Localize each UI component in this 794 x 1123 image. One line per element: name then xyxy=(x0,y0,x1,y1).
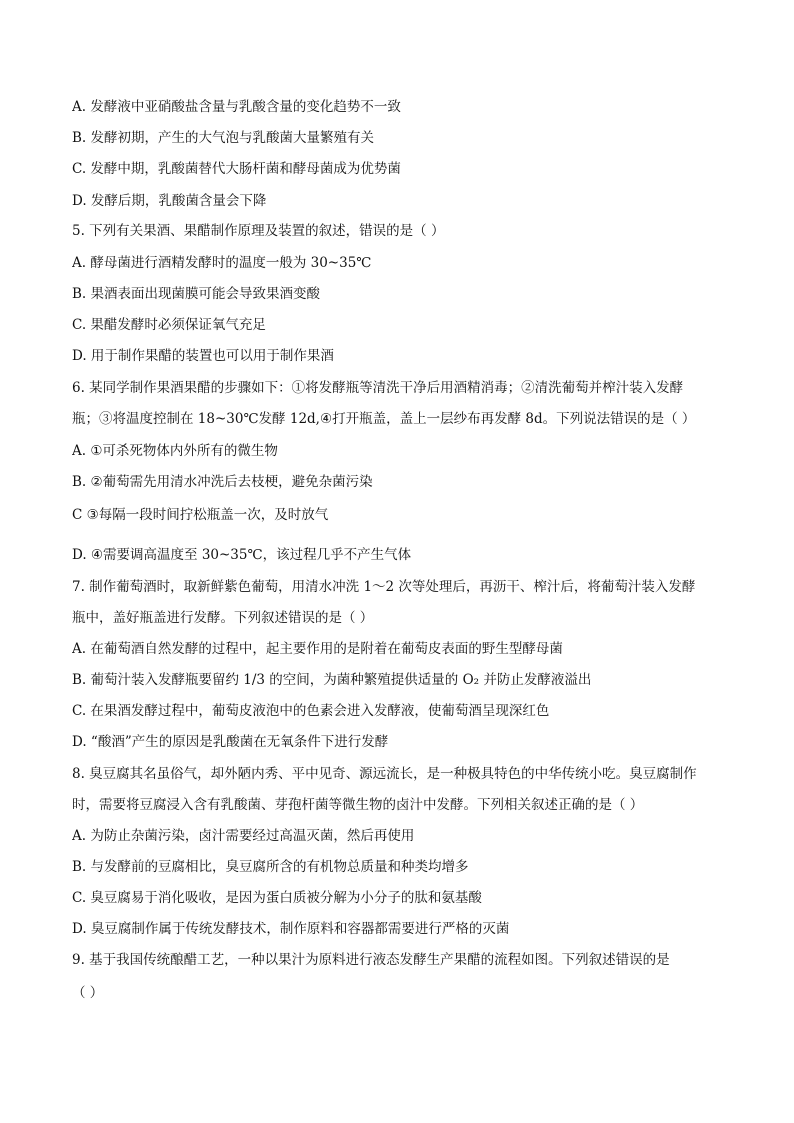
q5-option-c: C. 果醋发酵时必须保证氧气充足 xyxy=(72,317,266,333)
q5-option-d: D. 用于制作果醋的装置也可以用于制作果酒 xyxy=(72,348,334,364)
q6-stem-line-2: 瓶；③将温度控制在 18~30℃发酵 12d,④打开瓶盖，盖上一层纱布再发酵 8d。下列说法错误的是（ ） xyxy=(72,411,696,427)
q4-option-a: A. 发酵液中亚硝酸盐含量与乳酸含量的变化趋势不一致 xyxy=(72,99,401,115)
q6-option-a: A. ①可杀死物体内外所有的微生物 xyxy=(72,443,278,459)
q7-option-d: D. “酸酒”产生的原因是乳酸菌在无氧条件下进行发酵 xyxy=(72,734,389,750)
q7-option-a: A. 在葡萄酒自然发酵的过程中，起主要作用的是附着在葡萄皮表面的野生型酵母菌 xyxy=(72,641,563,657)
q8-option-c: C. 臭豆腐易于消化吸收，是因为蛋白质被分解为小分子的肽和氨基酸 xyxy=(72,890,482,906)
q9-stem-line-1: 9. 基于我国传统酿醋工艺，一种以果汁为原料进行液态发酵生产果醋的流程如图。下列叙述错误的是 xyxy=(72,952,670,968)
q6-option-b: B. ②葡萄需先用清水冲洗后去枝梗，避免杂菌污染 xyxy=(72,474,373,490)
q8-option-a: A. 为防止杂菌污染，卤汁需要经过高温灭菌，然后再使用 xyxy=(72,828,415,844)
q7-option-c: C. 在果酒发酵过程中，葡萄皮液泡中的色素会进入发酵液，使葡萄酒呈现深红色 xyxy=(72,703,550,719)
q7-stem-line-2: 瓶中，盖好瓶盖进行发酵。下列叙述错误的是（ ） xyxy=(72,610,374,626)
q9-stem-line-2: （ ） xyxy=(72,985,104,1001)
q8-option-b: B. 与发酵前的豆腐相比，臭豆腐所含的有机物总质量和种类均增多 xyxy=(72,859,469,875)
q8-stem-line-2: 时，需要将豆腐浸入含有乳酸菌、芽孢杆菌等微生物的卤汁中发酵。下列相关叙述正确的是（ ） xyxy=(72,797,644,813)
q5-option-b: B. 果酒表面出现菌膜可能会导致果酒变酸 xyxy=(72,286,321,302)
q7-stem-line-1: 7. 制作葡萄酒时，取新鲜紫色葡萄，用清水冲洗 1～2 次等处理后，再沥干、榨汁后，将葡萄汁装入发酵 xyxy=(72,579,696,595)
q5-stem: 5. 下列有关果酒、果醋制作原理及装置的叙述，错误的是（ ） xyxy=(72,223,445,239)
q4-option-c: C. 发酵中期，乳酸菌替代大肠杆菌和酵母菌成为优势菌 xyxy=(72,161,401,177)
q8-option-d: D. 臭豆腐制作属于传统发酵技术，制作原料和容器都需要进行严格的灭菌 xyxy=(72,921,510,937)
q8-stem-line-1: 8. 臭豆腐其名虽俗气，却外陋内秀、平中见奇、源远流长，是一种极具特色的中华传统小吃。臭豆腐制作 xyxy=(72,766,697,782)
q6-option-c: C ③每隔一段时间拧松瓶盖一次，及时放气 xyxy=(72,507,329,523)
q6-option-d: D. ④需要调高温度至 30~35℃，该过程几乎不产生气体 xyxy=(72,547,412,563)
q7-option-b: B. 葡萄汁装入发酵瓶要留约 1/3 的空间，为菌种繁殖提供适量的 O₂ 并防止发酵液溢出 xyxy=(72,672,592,688)
q6-stem-line-1: 6. 某同学制作果酒果醋的步骤如下：①将发酵瓶等清洗干净后用酒精消毒；②清洗葡萄并榨汁装入发酵 xyxy=(72,380,684,396)
q4-option-d: D. 发酵后期，乳酸菌含量会下降 xyxy=(72,193,267,209)
q4-option-b: B. 发酵初期，产生的大气泡与乳酸菌大量繁殖有关 xyxy=(72,130,375,146)
q5-option-a: A. 酵母菌进行酒精发酵时的温度一般为 30~35℃ xyxy=(72,255,372,271)
